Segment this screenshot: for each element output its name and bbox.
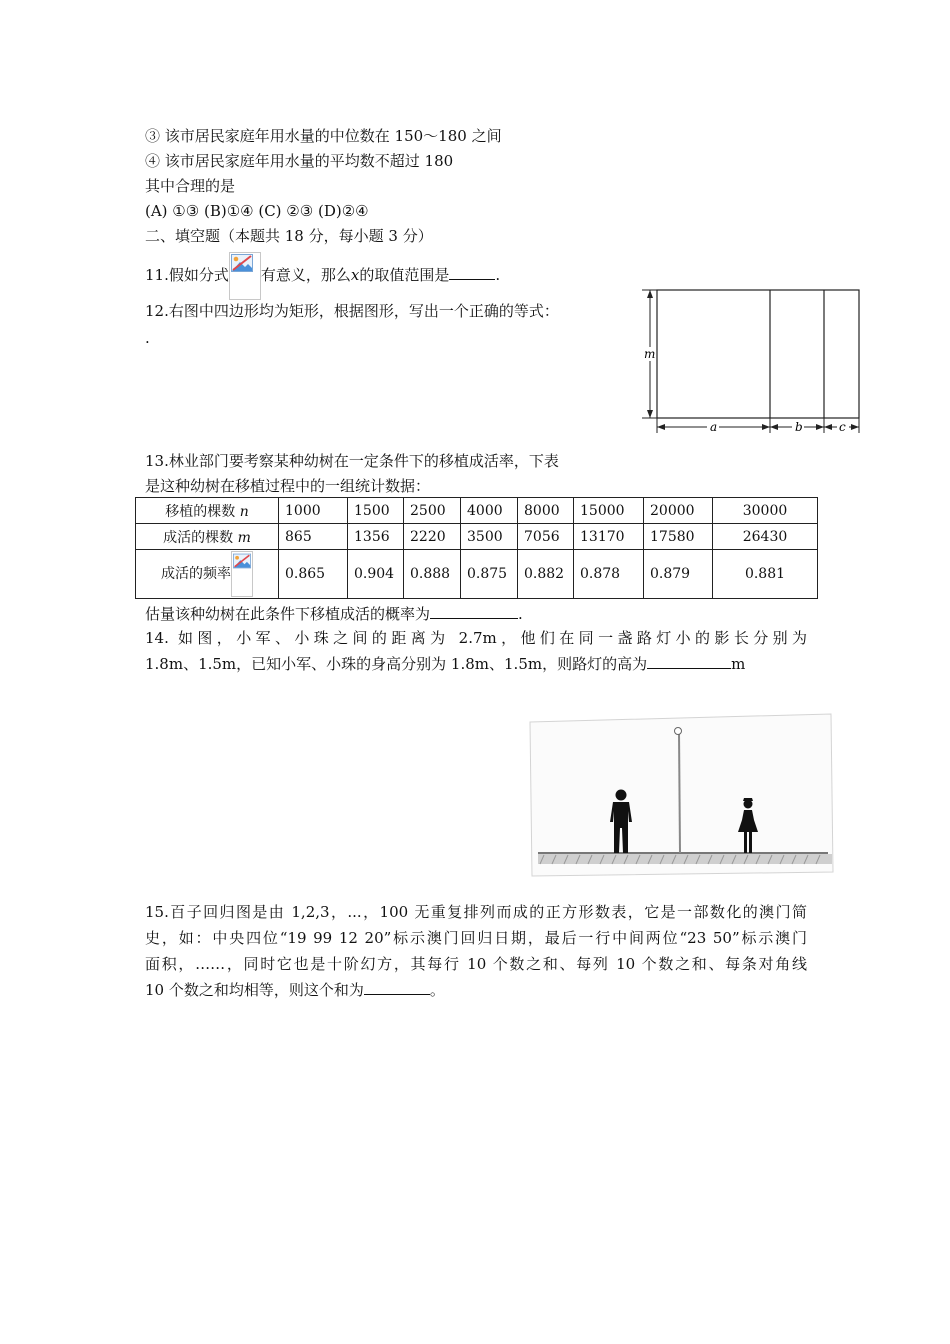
q13-after-text: 估量该种幼树在此条件下移植成活的概率为 <box>145 605 431 623</box>
label-c: c <box>839 420 846 434</box>
q11-variable: x <box>350 266 360 284</box>
q14-unit: m <box>731 655 746 673</box>
q15-line-4-end: 。 <box>429 981 445 999</box>
table-cell: 26430 <box>713 524 818 550</box>
q11-middle: 有意义，那么 <box>260 266 351 284</box>
q15-line-3: 面积，……，同时它也是十阶幻方，其每行 10 个数之和、每列 10 个数之和、每条对角线 <box>145 955 807 973</box>
table-cell: 0.878 <box>574 550 644 599</box>
q11-prefix: 11.假如分式 <box>145 266 229 284</box>
q13-line-1: 13.林业部门要考察某种幼树在一定条件下的移植成活率，下表 <box>145 452 559 470</box>
section-2-heading: 二、填空题（本题共 18 分，每小题 3 分） <box>145 227 433 245</box>
q13-probability-question <box>145 603 523 625</box>
survival-data-table <box>135 497 818 599</box>
table-row <box>136 524 818 550</box>
table-cell: 0.882 <box>518 550 574 599</box>
table-cell: 13170 <box>574 524 644 550</box>
street-lamp-illustration <box>528 712 838 880</box>
rectangle-figure <box>640 283 866 438</box>
table-row <box>136 550 818 599</box>
q15-line-4-text: 10 个数之和均相等，则这个和为 <box>145 981 364 999</box>
table-cell: 17580 <box>644 524 713 550</box>
q11-suffix: 的取值范围是 <box>359 266 450 284</box>
table-cell: 0.875 <box>461 550 518 599</box>
row-label-var: m <box>237 529 251 546</box>
table-cell: 7056 <box>518 524 574 550</box>
q11-answer-blank[interactable] <box>449 264 495 280</box>
fraction-image-placeholder-icon <box>231 551 253 597</box>
answer-choices: (A) ①③ (B)①④ (C) ②③ (D)②④ <box>145 202 369 220</box>
table-row <box>136 498 818 524</box>
q12-answer-dot: . <box>145 329 150 347</box>
label-a: a <box>710 420 718 434</box>
table-cell: 8000 <box>518 498 574 524</box>
table-cell: 1000 <box>279 498 348 524</box>
table-cell: 0.904 <box>348 550 404 599</box>
table-cell: 3500 <box>461 524 518 550</box>
q11-end: . <box>495 266 501 284</box>
q14-answer-blank[interactable] <box>647 653 731 669</box>
table-cell: 0.879 <box>644 550 713 599</box>
row-label-frequency <box>136 550 279 599</box>
table-cell: 20000 <box>644 498 713 524</box>
question-11 <box>145 252 500 300</box>
q14-line-2 <box>145 651 807 677</box>
label-b: b <box>795 420 803 434</box>
table-cell: 1356 <box>348 524 404 550</box>
table-cell: 865 <box>279 524 348 550</box>
table-cell: 4000 <box>461 498 518 524</box>
q15-answer-blank[interactable] <box>364 979 430 995</box>
table-cell: 2500 <box>404 498 461 524</box>
reasonable-prompt: 其中合理的是 <box>145 177 236 195</box>
table-cell: 1500 <box>348 498 404 524</box>
q15-line-4 <box>145 977 807 1003</box>
row-label-var: n <box>239 503 249 520</box>
q14-line-2-text: 1.8m、1.5m，已知小军、小珠的身高分别为 1.8m、1.5m，则路灯的高为 <box>145 655 648 673</box>
question-12: 12.右图中四边形均为矩形，根据图形，写出一个正确的等式： <box>145 302 559 320</box>
q13-after-end: . <box>518 605 523 623</box>
q13-answer-blank[interactable] <box>430 603 518 619</box>
question-15 <box>145 899 807 1003</box>
table-cell: 2220 <box>404 524 461 550</box>
option-3-line: ③ 该市居民家庭年用水量的中位数在 150～180 之间 <box>145 127 502 145</box>
row-label-text: 成活的频率 <box>161 566 231 582</box>
row-label-survived <box>136 524 279 550</box>
table-cell: 0.888 <box>404 550 461 599</box>
q15-line-2: 史，如：中央四位“19 99 12 20”标示澳门回归日期，最后一行中间两位“23 50”标示澳门 <box>145 929 807 947</box>
question-14 <box>145 625 807 677</box>
fraction-image-placeholder-icon <box>229 252 261 300</box>
table-cell: 30000 <box>713 498 818 524</box>
row-label-text: 移植的棵数 <box>165 503 236 520</box>
q14-line-1: 14. 如图，小军、小珠之间的距离为 2.7m，他们在同一盏路灯小的影长分别为 <box>145 629 807 647</box>
row-label-planted <box>136 498 279 524</box>
q15-line-1: 15.百子回归图是由 1,2,3，...，100 无重复排列而成的正方形数表，它是一部数化的澳门简 <box>145 903 807 921</box>
q13-line-2: 是这种幼树在移植过程中的一组统计数据： <box>145 477 431 495</box>
table-cell: 0.865 <box>279 550 348 599</box>
table-cell: 15000 <box>574 498 644 524</box>
option-4-line: ④ 该市居民家庭年用水量的平均数不超过 180 <box>145 152 454 170</box>
row-label-text: 成活的棵数 <box>163 529 234 546</box>
label-m: m <box>644 347 656 361</box>
table-cell: 0.881 <box>713 550 818 599</box>
